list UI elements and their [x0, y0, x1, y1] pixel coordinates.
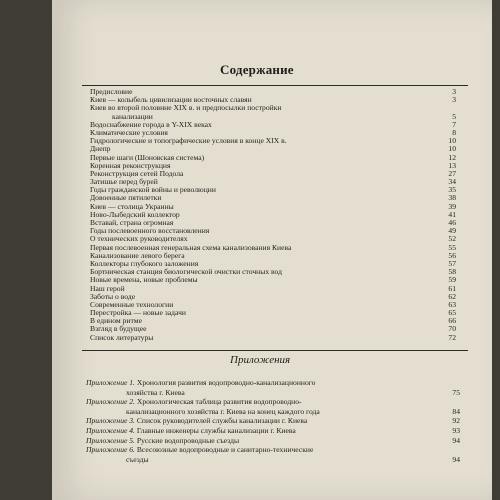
appendix-text: Хронология развития водопроводно-канализационного: [136, 378, 316, 387]
toc-entry-page: 27: [448, 168, 456, 178]
toc-entry-title: Довоенные пятилетки: [90, 193, 162, 203]
toc-entry-page: 59: [448, 275, 456, 285]
appendix-entry-page: 94: [452, 435, 460, 445]
appendix-label: Приложение 3.: [86, 416, 135, 426]
contents-list: [90, 88, 456, 342]
toc-entry-page: 10: [448, 144, 456, 154]
toc-entry-page: 13: [448, 160, 456, 170]
appendix-entry: [86, 436, 460, 446]
toc-entry-title: Взгляд в будущее: [90, 324, 147, 334]
appendix-entry: [86, 426, 460, 436]
toc-entry-page: 46: [448, 218, 456, 227]
toc-entry-title: Киев — столица Украины: [90, 201, 174, 211]
appendix-entry: [86, 445, 460, 455]
appendix-text: хозяйства г. Киева: [126, 387, 185, 397]
toc-entry-title: Днепр: [90, 144, 111, 154]
toc-entry-title: Современные технологии: [90, 299, 174, 309]
toc-entry-page: 52: [448, 234, 456, 244]
toc-entry-page: 39: [448, 201, 456, 211]
toc-entry-page: 61: [448, 283, 456, 293]
toc-entry-page: 63: [448, 299, 456, 309]
toc-entry-page: 41: [448, 209, 456, 219]
appendix-entry-page: 94: [452, 454, 460, 464]
toc-entry-page: 7: [452, 119, 456, 129]
top-rule: [82, 85, 468, 86]
toc-entry-title: Перестройка — новые задачи: [90, 308, 186, 318]
toc-entry-page: 65: [448, 308, 456, 318]
toc-entry-page: 55: [448, 242, 456, 252]
appendix-label: Приложение 1.: [86, 378, 135, 387]
toc-entry: [90, 285, 456, 293]
toc-entry-title: Гидрологические и топографические условия в конце XIX в.: [90, 136, 287, 146]
appendix-entry: [86, 378, 460, 388]
appendix-entry-title: [86, 445, 313, 455]
appendix-entry-title: [86, 397, 302, 407]
toc-entry-title: Ново-Лыбедский коллектор: [90, 209, 180, 219]
toc-entry-title: Годы послевоенного восстановления: [90, 226, 210, 236]
appendix-entry-title: [126, 388, 185, 398]
toc-entry-page: 56: [448, 250, 456, 260]
toc-entry-page: 10: [448, 136, 456, 146]
appendix-entry-title: [86, 436, 239, 446]
appendix-label: Приложение 2.: [86, 397, 135, 407]
toc-entry: [90, 309, 456, 317]
toc-entry-page: 38: [448, 193, 456, 203]
appendix-text: Хронологическая таблица развития водопроводно-: [136, 397, 302, 407]
appendix-text: Всесоюзные водопроводные и санитарно-технические: [136, 445, 314, 455]
toc-entry-title: Заботы о воде: [90, 291, 136, 301]
appendix-text: канализационного хозяйства г. Киева на конец каждого года: [126, 406, 320, 416]
toc-entry-page: 34: [448, 177, 456, 187]
toc-entry-title: Новые времена, новые проблемы: [90, 275, 198, 285]
toc-entry-page: 3: [452, 95, 456, 105]
toc-entry-title: Вставай, страна огромная: [90, 218, 174, 227]
toc-entry-page: 49: [448, 226, 456, 236]
toc-entry-title: Первые шаги (Шоновская система): [90, 152, 205, 162]
toc-entry-title: Киев — колыбель цивилизации восточных славян: [90, 95, 252, 105]
toc-entry-page: 3: [452, 87, 456, 96]
toc-entry-title: Климатические условия: [90, 127, 168, 137]
toc-entry-page: 35: [448, 185, 456, 195]
appendix-entry: [86, 416, 460, 426]
toc-entry-page: 70: [448, 324, 456, 334]
toc-entry-title: О технических руководителях: [90, 234, 188, 244]
appendix-label: Приложение 6.: [86, 445, 135, 455]
appendix-entry: [86, 388, 460, 398]
toc-entry-title: Реконструкция сетей Подола: [90, 168, 184, 178]
toc-entry-page: 66: [448, 316, 456, 326]
toc-entry: [90, 334, 456, 342]
toc-entry-title: Бортническая станция биологической очистки сточных вод: [90, 267, 282, 277]
toc-entry-page: 72: [448, 332, 456, 342]
toc-entry-page: 57: [448, 258, 456, 268]
toc-entry-page: 8: [452, 127, 456, 137]
appendix-entry-title: [86, 426, 296, 436]
toc-entry-title: Предисловие: [90, 87, 133, 96]
toc-entry-title: Водоснабжение города в Y-XIX веках: [90, 119, 212, 129]
appendix-entry: [86, 397, 460, 407]
toc-entry-title: Киев во второй половине XIX в. и предпосылки постройки: [90, 103, 282, 113]
middle-rule: [82, 350, 468, 351]
appendix-text: съезды: [126, 454, 149, 464]
toc-entry-page: 58: [448, 267, 456, 277]
toc-entry: [90, 276, 456, 284]
toc-entry-title: Затишье перед бурей: [90, 177, 158, 187]
appendix-entry-page: 92: [452, 416, 460, 426]
appendix-label: Приложение 4.: [86, 425, 135, 435]
toc-entry-page: 5: [452, 111, 456, 121]
toc-entry-title: В едином ритме: [90, 316, 142, 326]
appendices-list: [86, 378, 460, 464]
appendix-entry: [86, 455, 460, 465]
toc-entry-title: Список литературы: [90, 332, 154, 342]
appendices-title: Приложения: [230, 354, 291, 366]
toc-entry: [90, 137, 456, 145]
appendix-text: Русские водопроводные съезды: [136, 435, 240, 445]
toc-entry-title: Первая послевоенная генеральная схема канализования Киева: [90, 242, 292, 252]
toc-entry-title: канализации: [112, 111, 153, 121]
toc-entry-title: Годы гражданской войны и революции: [90, 185, 216, 195]
contents-title: Содержание: [220, 62, 294, 77]
appendix-entry-title: [86, 416, 307, 426]
toc-entry-title: Коренная реконструкция: [90, 160, 171, 170]
toc-entry-title: Канализование левого берега: [90, 250, 185, 260]
appendix-entry-title: [86, 378, 315, 388]
toc-entry-page: 62: [448, 291, 456, 301]
appendix-entry: [86, 407, 460, 417]
appendix-entry-title: [126, 407, 320, 417]
appendix-text: Главные инженеры службы канализации г. Киева: [136, 425, 296, 435]
toc-entry-title: Коллекторы глубокого заложения: [90, 258, 199, 268]
appendix-text: Список руководителей службы канализации г. Киева: [136, 416, 308, 426]
book-page: [52, 0, 492, 500]
appendix-entry-title: [126, 455, 149, 465]
appendix-entry-page: 93: [452, 425, 460, 435]
toc-entry-page: 12: [448, 152, 456, 162]
appendix-entry-page: 75: [452, 387, 460, 397]
toc-entry-title: Наш герой: [90, 283, 125, 293]
appendix-entry-page: 84: [452, 406, 460, 416]
appendix-label: Приложение 5.: [86, 435, 135, 445]
